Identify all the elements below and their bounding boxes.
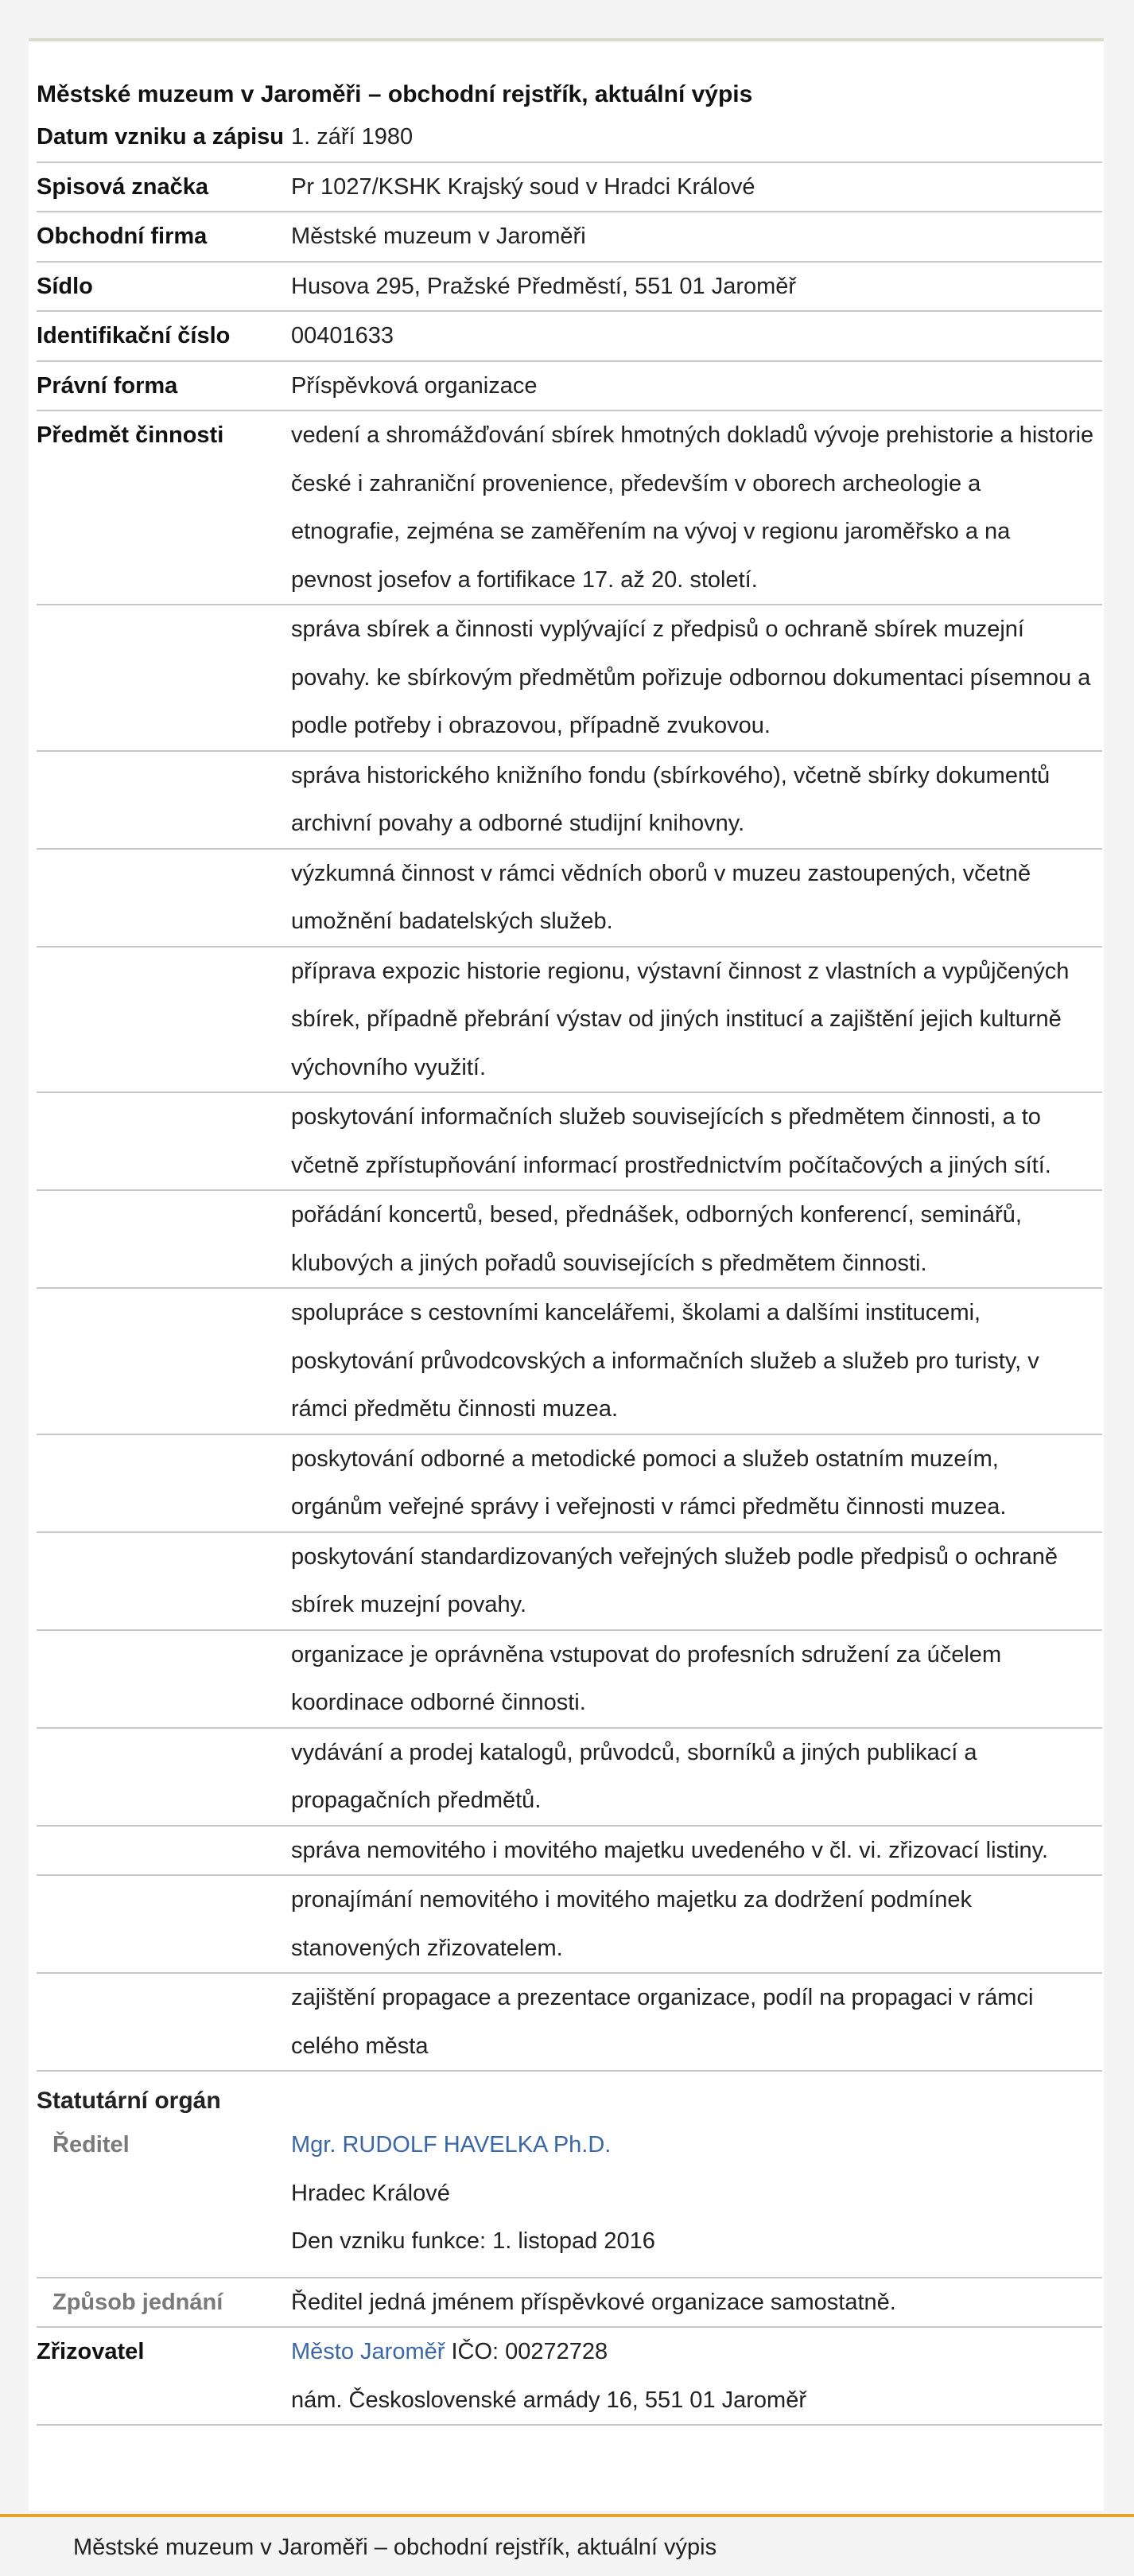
predmet-item: správa historického knižního fondu (sbírkového), včetně sbírky dokumentů archivní povahy a odborné studijní knihovny.: [291, 751, 1102, 849]
predmet-item: výzkumná činnost v rámci vědních oborů v muzeu zastoupených, včetně umožnění badatelských služeb.: [291, 849, 1102, 947]
value-pravni-forma: Příspěvková organizace: [291, 361, 1102, 411]
value-sidlo: Husova 295, Pražské Předměstí, 551 01 Jaroměř: [291, 262, 1102, 312]
row-predmet-12: [37, 1826, 1102, 1876]
row-predmet-7: [37, 1288, 1102, 1434]
row-predmet-8: [37, 1434, 1102, 1532]
row-ico: [37, 311, 1102, 361]
value-zpusob-jednani: Ředitel jedná jménem příspěvkové organizace samostatně.: [291, 2278, 1102, 2328]
row-reditel: [37, 2121, 1102, 2278]
row-zpusob-jednani: [37, 2278, 1102, 2328]
row-predmet-6: [37, 1190, 1102, 1288]
row-datum: [37, 113, 1102, 162]
reditel-since: Den vzniku funkce: 1. listopad 2016: [291, 2228, 655, 2254]
row-pravni-forma: [37, 361, 1102, 411]
label-pravni-forma: Právní forma: [37, 361, 291, 411]
predmet-item: spolupráce s cestovními kancelářemi, školami a dalšími institucemi, poskytování průvodcovských a informačních služeb a služeb pro turisty, v rámci předmětu činnosti muzea.: [291, 1288, 1102, 1434]
label-obchodni-firma: Obchodní firma: [37, 212, 291, 262]
row-predmet-1: [37, 605, 1102, 751]
label-datum: Datum vzniku a zápisu: [37, 113, 291, 162]
predmet-item: pronajímání nemovitého i movitého majetku za dodržení podmínek stanovených zřizovatelem.: [291, 1875, 1102, 1973]
predmet-item: poskytování odborné a metodické pomoci a služeb ostatním muzeím, orgánům veřejné správy i veřejnosti v rámci předmětu činnosti muzea.: [291, 1434, 1102, 1532]
label-predmet-cinnosti: Předmět činnosti: [37, 411, 291, 605]
row-predmet-2: [37, 751, 1102, 849]
page-title: Městské muzeum v Jaroměři – obchodní rejstřík, aktuální výpis: [37, 81, 753, 107]
row-predmet-10: [37, 1630, 1102, 1728]
zrizovatel-ico: IČO: 00272728: [445, 2339, 608, 2364]
zrizovatel-line: [291, 2328, 1094, 2376]
label-reditel: Ředitel: [37, 2121, 291, 2278]
reditel-name-link[interactable]: Mgr. RUDOLF HAVELKA Ph.D.: [291, 2132, 612, 2158]
row-predmet-5: [37, 1092, 1102, 1190]
zrizovatel-address: nám. Československé armády 16, 551 01 Jaroměř: [291, 2387, 806, 2413]
statutarni-heading: Statutární orgán: [37, 2088, 221, 2114]
row-predmet-9: [37, 1532, 1102, 1630]
predmet-item: poskytování informačních služeb souvisejících s předmětem činnosti, a to včetně zpřístupňování informací prostřednictvím počítačových a jiných sítí.: [291, 1092, 1102, 1190]
predmet-item: vydávání a prodej katalogů, průvodců, sborníků a jiných publikací a propagačních předmětů.: [291, 1728, 1102, 1826]
value-datum: 1. září 1980: [291, 113, 1102, 162]
predmet-item: příprava expozic historie regionu, výstavní činnost z vlastních a vypůjčených sbírek, případně přebrání výstav od jiných institucí a zajištění jejich kulturně výchovního využití.: [291, 947, 1102, 1093]
row-predmet-11: [37, 1728, 1102, 1826]
row-predmet-4: [37, 947, 1102, 1093]
reditel-city: Hradec Králové: [291, 2180, 450, 2206]
row-spisova-znacka: [37, 162, 1102, 212]
zrizovatel-details: [291, 2327, 1102, 2425]
predmet-item: poskytování standardizovaných veřejných služeb podle předpisů o ochraně sbírek muzejní povahy.: [291, 1532, 1102, 1630]
predmet-item: organizace je oprávněna vstupovat do profesních sdružení za účelem koordinace odborné činnosti.: [291, 1630, 1102, 1728]
zrizovatel-name-link[interactable]: Město Jaroměř: [291, 2339, 445, 2364]
register-table: [37, 113, 1102, 2426]
predmet-item: zajištění propagace a prezentace organizace, podíl na propagaci v rámci celého města: [291, 1973, 1102, 2071]
predmet-item: správa nemovitého i movitého majetku uvedeného v čl. vi. zřizovací listiny.: [291, 1826, 1102, 1876]
label-spisova-znacka: Spisová značka: [37, 162, 291, 212]
predmet-item: pořádání koncertů, besed, přednášek, odborných konferencí, seminářů, klubových a jiných pořadů souvisejících s předmětem činnosti.: [291, 1190, 1102, 1288]
row-zrizovatel: [37, 2327, 1102, 2425]
value-ico: 00401633: [291, 311, 1102, 361]
row-obchodni-firma: [37, 212, 1102, 262]
document-page: [29, 38, 1104, 2511]
footer-text: Městské muzeum v Jaroměři – obchodní rejstřík, aktuální výpis: [73, 2535, 717, 2560]
value-spisova-znacka: Pr 1027/KSHK Krajský soud v Hradci Králové: [291, 162, 1102, 212]
label-sidlo: Sídlo: [37, 262, 291, 312]
value-obchodni-firma: Městské muzeum v Jaroměři: [291, 212, 1102, 262]
row-predmet-0: [37, 411, 1102, 605]
row-predmet-13: [37, 1875, 1102, 1973]
row-predmet-3: [37, 849, 1102, 947]
label-zpusob-jednani: Způsob jednání: [37, 2278, 291, 2328]
footer-bar: [0, 2514, 1134, 2576]
reditel-details: [291, 2121, 1102, 2278]
predmet-item: vedení a shromážďování sbírek hmotných dokladů vývoje prehistorie a historie české i zahraniční provenience, především v oborech archeologie a etnografie, zejména se zaměřením na vývoj v regionu jaroměřsko a na pevnost josefov a fortifikace 17. až 20. století.: [291, 411, 1102, 605]
row-predmet-14: [37, 1973, 1102, 2071]
predmet-item: správa sbírek a činnosti vyplývající z předpisů o ochraně sbírek muzejní povahy. ke sbírkovým předmětům pořizuje odbornou dokumentaci písemnou a podle potřeby i obrazovou, případně zvukovou.: [291, 605, 1102, 751]
label-zrizovatel: Zřizovatel: [37, 2327, 291, 2425]
label-ico: Identifikační číslo: [37, 311, 291, 361]
row-sidlo: [37, 262, 1102, 312]
row-statutarni-heading: [37, 2071, 1102, 2121]
